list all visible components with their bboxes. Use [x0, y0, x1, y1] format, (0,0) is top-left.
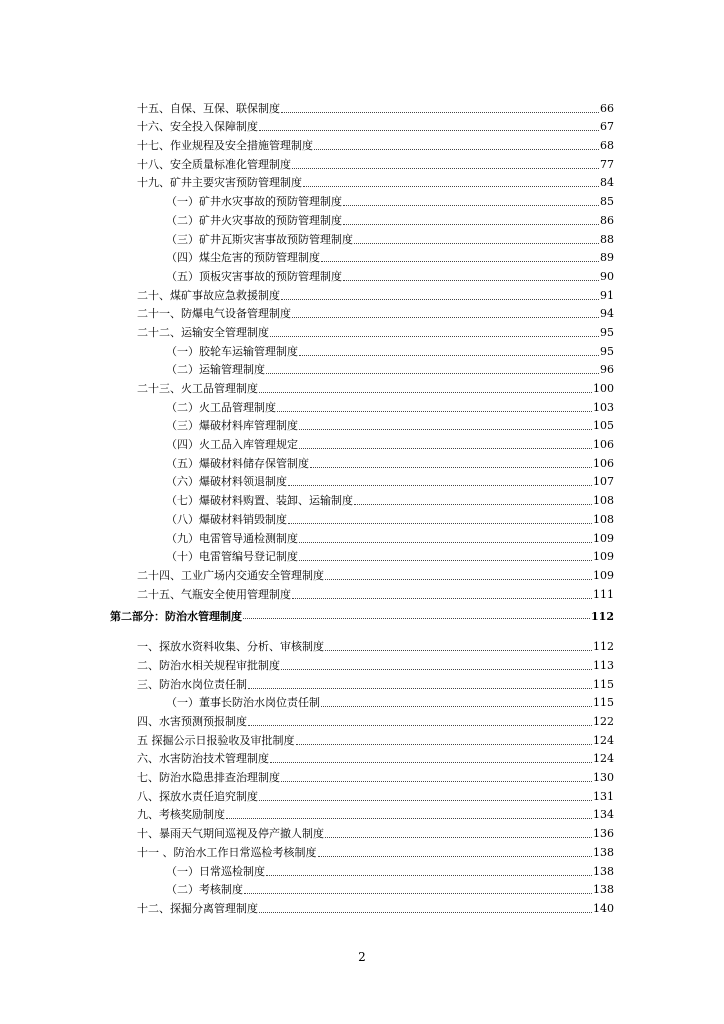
toc-entry[interactable] [0, 432, 724, 451]
dot-leader [244, 893, 592, 894]
toc-entry-title: （三）爆破材料库管理制度 [166, 419, 298, 433]
toc-entry-page: 108 [593, 512, 614, 526]
toc-entry[interactable] [0, 526, 724, 545]
dot-leader [226, 818, 592, 819]
toc-entry[interactable] [0, 840, 724, 859]
dot-leader [325, 837, 592, 838]
toc-entry-page: 138 [593, 864, 614, 878]
toc-entry-title: （五）顶板灾害事故的预防管理制度 [166, 269, 342, 283]
dot-leader [270, 762, 592, 763]
toc-entry-title: 第二部分：防治水管理制度 [110, 610, 242, 624]
toc-entry-title: （一）日常巡检制度 [166, 864, 265, 878]
dot-leader [299, 542, 592, 543]
toc-entry-page: 109 [593, 568, 614, 582]
toc-entry[interactable] [0, 96, 724, 115]
toc-entry[interactable] [0, 859, 724, 878]
toc-entry-title: 三、防治水岗位责任制 [137, 677, 247, 691]
dot-leader [354, 243, 599, 244]
dot-leader [321, 706, 592, 707]
toc-entry[interactable] [0, 896, 724, 915]
toc-entry[interactable] [0, 264, 724, 283]
toc-entry-page: 67 [600, 120, 614, 134]
toc-entry-page: 134 [593, 808, 614, 822]
toc-entry[interactable] [0, 653, 724, 672]
toc-entry[interactable] [0, 115, 724, 134]
toc-entry-title: （七）爆破材料购置、装卸、运输制度 [166, 494, 353, 508]
toc-entry-title: （一）胶轮车运输管理制度 [166, 344, 298, 358]
toc-entry-page: 112 [591, 610, 614, 624]
dot-leader [299, 429, 592, 430]
toc-entry[interactable] [0, 283, 724, 302]
toc-entry[interactable] [0, 488, 724, 507]
toc-entry[interactable] [0, 302, 724, 321]
dot-leader [277, 411, 592, 412]
toc-entry-page: 113 [593, 658, 614, 672]
toc-entry-title: 十八、安全质量标准化管理制度 [137, 157, 291, 171]
toc-entry[interactable] [0, 635, 724, 654]
dot-leader [343, 224, 599, 225]
toc-entry-title: （四）煤尘危害的预防管理制度 [166, 251, 320, 265]
toc-entry-title: 八、探放水责任追究制度 [137, 789, 258, 803]
toc-entry-title: （六）爆破材料领退制度 [166, 475, 287, 489]
toc-entry[interactable] [0, 246, 724, 265]
dot-leader [292, 168, 599, 169]
toc-entry-title: 十一 、防治水工作日常巡检考核制度 [137, 845, 317, 859]
toc-entry-page: 88 [600, 232, 614, 246]
toc-entry-page: 122 [593, 715, 614, 728]
toc-entry-page: 130 [593, 771, 614, 785]
dot-leader [281, 669, 592, 670]
dot-leader [299, 560, 592, 561]
toc-entry-page: 96 [600, 363, 614, 377]
dot-leader [314, 149, 599, 150]
dot-leader [318, 856, 593, 857]
toc-entry[interactable] [0, 765, 724, 784]
toc-entry-page: 105 [593, 419, 614, 433]
dot-leader [281, 299, 599, 300]
toc-entry-title: 二十、煤矿事故应急救援制度 [137, 288, 280, 302]
toc-entry-page: 124 [593, 752, 614, 766]
toc-entry[interactable] [0, 821, 724, 840]
dot-leader [243, 618, 590, 619]
toc-entry-title: 一、探放水资料收集、分析、审核制度 [137, 640, 324, 654]
dot-leader [259, 130, 599, 131]
toc-entry-title: （四）火工品入库管理规定 [166, 438, 298, 452]
toc-entry[interactable] [0, 709, 724, 728]
dot-leader [299, 355, 599, 356]
toc-entry-title: （二）火工品管理制度 [166, 400, 276, 414]
toc-entry[interactable] [0, 878, 724, 897]
toc-entry-page: 90 [600, 269, 614, 283]
dot-leader [310, 467, 592, 468]
toc-entry-title: 十、暴雨天气期间巡视及停产撤人制度 [137, 827, 324, 841]
toc-entry-title: 二、防治水相关规程审批制度 [137, 658, 280, 672]
toc-entry-title: 十二、探掘分离管理制度 [137, 901, 258, 915]
toc-entry-title: 七、防治水隐患排查治理制度 [137, 771, 280, 785]
toc-entry-page: 136 [593, 827, 614, 841]
toc-entry-title: 十七、作业规程及安全措施管理制度 [137, 139, 313, 153]
toc-entry-title: （十）电雷管编号登记制度 [166, 550, 298, 564]
toc-entry-title: （八）爆破材料销毁制度 [166, 512, 287, 526]
dot-leader [281, 112, 599, 113]
toc-entry-page: 108 [593, 494, 614, 508]
toc-entry-page: 95 [600, 325, 614, 339]
toc-entry[interactable] [0, 376, 724, 395]
toc-entry[interactable] [0, 227, 724, 246]
dot-leader [248, 688, 592, 689]
toc-entry-page: 115 [593, 677, 614, 691]
toc-entry-page: 77 [600, 157, 614, 171]
toc-entry-title: 九、考核奖励制度 [137, 808, 225, 822]
dot-leader [292, 317, 599, 318]
toc-entry-page: 111 [593, 587, 614, 601]
toc-entry-title: 六、水害防治技术管理制度 [137, 752, 269, 766]
toc-entry-title: 二十五、气瓶安全使用管理制度 [137, 587, 291, 601]
toc-entry-title: 二十二、运输安全管理制度 [137, 325, 269, 339]
toc-entry[interactable] [0, 152, 724, 171]
toc-entry-page: 131 [593, 789, 614, 803]
dot-leader [266, 875, 592, 876]
toc-entry-page: 95 [600, 344, 614, 358]
toc-entry-title: （二）运输管理制度 [166, 363, 265, 377]
dot-leader [259, 912, 592, 913]
dot-leader [321, 261, 599, 262]
dot-leader [343, 205, 599, 206]
toc-entry-title: 五 探掘公示日报验收及审批制度 [137, 733, 295, 747]
dot-leader [325, 650, 592, 651]
toc-entry[interactable] [0, 208, 724, 227]
toc-entry-page: 109 [593, 531, 614, 545]
dot-leader [281, 781, 592, 782]
toc-entry-page: 91 [600, 288, 614, 302]
toc-entry[interactable] [0, 784, 724, 803]
dot-leader [354, 504, 592, 505]
dot-leader [303, 186, 599, 187]
toc-entry[interactable] [0, 414, 724, 433]
dot-leader [296, 744, 593, 745]
dot-leader [299, 448, 592, 449]
toc-entry[interactable] [0, 133, 724, 152]
toc-entry-page: 138 [593, 883, 614, 897]
toc-entry-title: （一）董事长防治水岗位责任制 [166, 696, 320, 710]
toc-entry[interactable] [0, 563, 724, 582]
toc-entry-title: （三）矿井瓦斯灾害事故预防管理制度 [166, 232, 353, 246]
toc-entry-page: 115 [593, 696, 614, 710]
toc-entry-page: 112 [593, 640, 614, 654]
dot-leader [259, 800, 592, 801]
toc-entry-title: （五）爆破材料储存保管制度 [166, 456, 309, 470]
dot-leader [325, 579, 592, 580]
dot-leader [292, 598, 592, 599]
toc-entry-title: （一）矿井水灾事故的预防管理制度 [166, 195, 342, 209]
toc-entry-page: 68 [600, 139, 614, 153]
toc-entry[interactable] [0, 470, 724, 489]
toc-entry[interactable] [0, 395, 724, 414]
toc-entry[interactable] [0, 507, 724, 526]
toc-part-heading[interactable] [0, 603, 724, 631]
toc-entry-title: 二十一、防爆电气设备管理制度 [137, 307, 291, 321]
toc-entry[interactable] [0, 339, 724, 358]
toc-entry-page: 86 [600, 213, 614, 227]
toc-entry[interactable] [0, 747, 724, 766]
dot-leader [288, 523, 592, 524]
toc-entry-page: 124 [593, 733, 614, 747]
toc-entry-page: 107 [593, 475, 614, 489]
toc-entry-page: 89 [600, 251, 614, 265]
toc-entry-title: 二十三、火工品管理制度 [137, 382, 258, 395]
toc-entry[interactable] [0, 582, 724, 601]
dot-leader [270, 336, 599, 337]
toc-entry-title: 四、水害预测预报制度 [137, 715, 247, 728]
toc-entry-page: 106 [593, 438, 614, 452]
toc-entry[interactable] [0, 691, 724, 710]
page-number: 2 [358, 950, 366, 964]
toc-entry-title: 十六、安全投入保障制度 [137, 120, 258, 134]
toc-entry[interactable] [0, 358, 724, 377]
toc-entry-page: 94 [600, 307, 614, 321]
toc-entry[interactable] [0, 545, 724, 564]
toc-entry-title: 十五、自保、互保、联保制度 [137, 101, 280, 115]
toc-entry-page: 85 [600, 195, 614, 209]
toc-entry[interactable] [0, 451, 724, 470]
toc-entry[interactable] [0, 728, 724, 747]
toc-entry-title: （二）考核制度 [166, 883, 243, 897]
toc-entry[interactable] [0, 803, 724, 822]
toc-entry-title: （二）矿井火灾事故的预防管理制度 [166, 213, 342, 227]
toc-entry-title: 十九、矿井主要灾害预防管理制度 [137, 176, 302, 190]
toc-entry-page: 109 [593, 550, 614, 564]
toc-entry-page: 100 [593, 382, 614, 395]
toc-entry-page: 106 [593, 456, 614, 470]
toc-entry-title: （九）电雷管导通检测制度 [166, 531, 298, 545]
toc-entry[interactable] [0, 320, 724, 339]
toc-entry-page: 140 [593, 901, 614, 915]
toc-entry-page: 103 [593, 400, 614, 414]
table-of-contents [0, 96, 724, 915]
toc-entry-page: 138 [593, 845, 614, 859]
dot-leader [266, 373, 599, 374]
dot-leader [288, 485, 592, 486]
toc-entry[interactable] [0, 171, 724, 190]
dot-leader [343, 280, 599, 281]
toc-entry-page: 84 [600, 176, 614, 190]
dot-leader [259, 392, 592, 393]
toc-entry-page: 66 [600, 101, 614, 115]
dot-leader [248, 725, 592, 726]
toc-entry[interactable] [0, 189, 724, 208]
toc-entry[interactable] [0, 672, 724, 691]
toc-entry-title: 二十四、工业广场内交通安全管理制度 [137, 568, 324, 582]
